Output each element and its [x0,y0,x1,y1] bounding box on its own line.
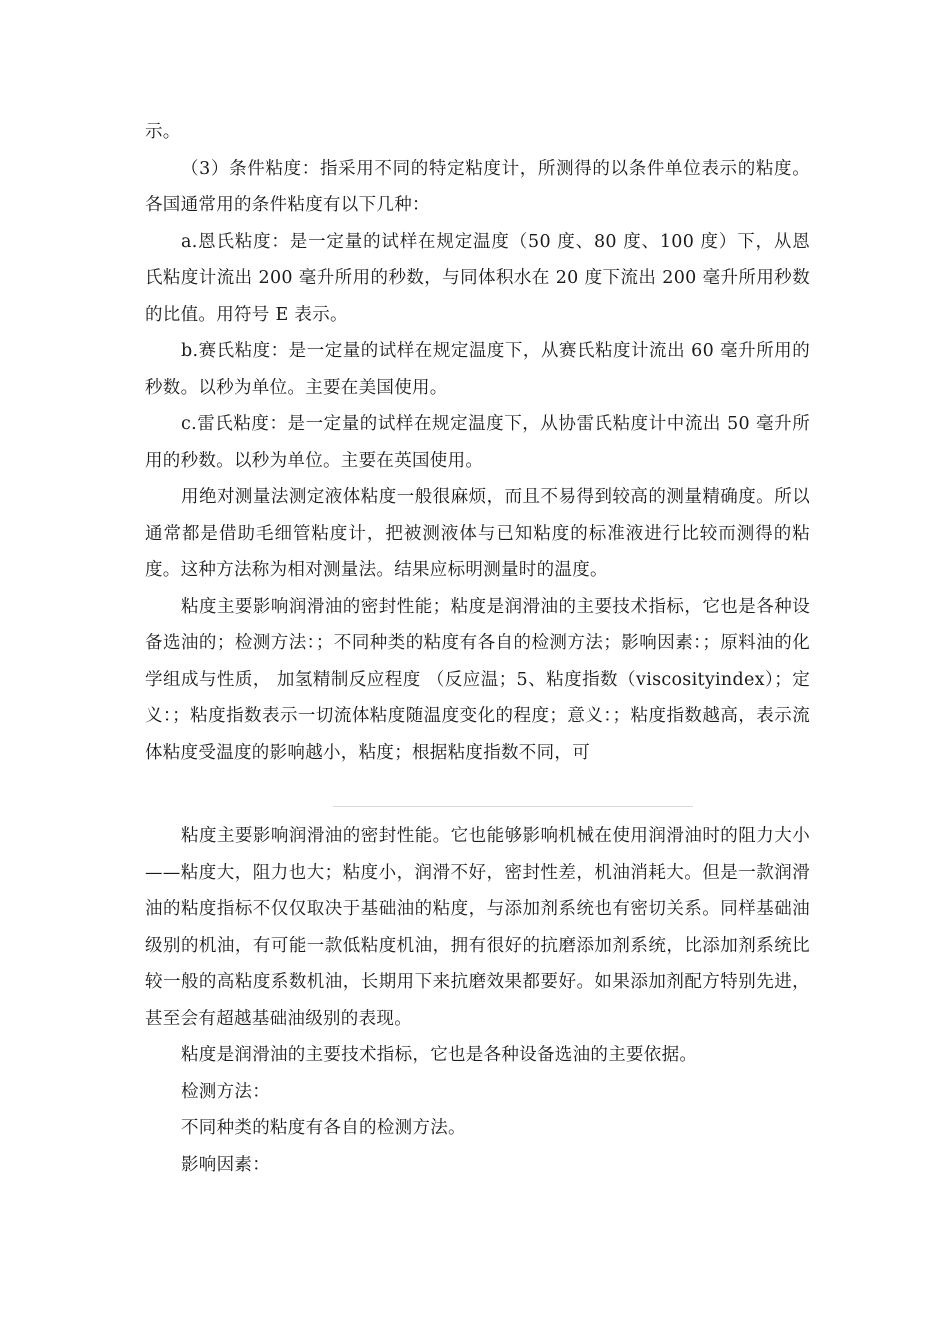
section-divider [333,806,693,807]
paragraph-redwood-viscosity: c.雷氏粘度：是一定量的试样在规定温度下，从协雷氏粘度计中流出 50 毫升所用的秒数。以秒为单位。主要在英国使用。 [145,414,810,471]
paragraph-saybolt-viscosity: b.赛氏粘度：是一定量的试样在规定温度下，从赛氏粘度计流出 60 毫升所用的秒数。以秒为单位。主要在美国使用。 [145,341,810,398]
heading-detection-method: 检测方法： [181,1081,270,1102]
heading-influencing-factors: 影响因素： [181,1154,270,1175]
text-section-1 [145,114,810,771]
paragraph-relative-measurement: 用绝对测量法测定液体粘度一般很麻烦，而且不易得到较高的测量精确度。所以通常都是借助毛细管粘度计，把被测液体与已知粘度的标准液进行比较而测得的粘度。这种方法称为相对测量法。结果应标明测量时的温度。 [145,487,810,580]
paragraph-engler-viscosity: a.恩氏粘度：是一定量的试样在规定温度（50 度、80 度、100 度）下，从恩氏粘度计流出 200 毫升所用的秒数，与同体积水在 20 度下流出 200 毫升所用秒数的比值。用符号 E 表示。 [145,231,810,325]
paragraph-summary: 粘度主要影响润滑油的密封性能；粘度是润滑油的主要技术指标，它也是各种设备选油的；检测方法：；不同种类的粘度有各自的检测方法；影响因素：；原料油的化学组成与性质， 加氢精制反应程度 （反应温；5、粘度指数（viscosityindex）；定义：；粘度指数表示一切流体粘度随温度变化的程度；意义：；粘度指数越高，表示流体粘度受温度的影响越小，粘度；根据粘度指数不同，可 [145,596,810,763]
paragraph-continuation: 示。 [145,122,181,142]
text-section-2 [145,818,810,1183]
paragraph-detection-method: 不同种类的粘度有各自的检测方法。 [181,1118,466,1138]
paragraph-conditional-viscosity: （3）条件粘度：指采用不同的特定粘度计，所测得的以条件单位表示的粘度。各国通常用的条件粘度有以下几种： [145,158,810,215]
paragraph-sealing-performance: 粘度主要影响润滑油的密封性能。它也能够影响机械在使用润滑油时的阻力大小——粘度大，阻力也大；粘度小，润滑不好，密封性差，机油消耗大。但是一款润滑油的粘度指标不仅仅取决于基础油的粘度，与添加剂系统也有密切关系。同样基础油级别的机油，有可能一款低粘度机油，拥有很好的抗磨添加剂系统，比添加剂系统比较一般的高粘度系数机油，长期用下来抗磨效果都要好。如果添加剂配方特别先进，甚至会有超越基础油级别的表现。 [145,826,810,1029]
paragraph-technical-index: 粘度是润滑油的主要技术指标，它也是各种设备选油的主要依据。 [181,1045,698,1065]
